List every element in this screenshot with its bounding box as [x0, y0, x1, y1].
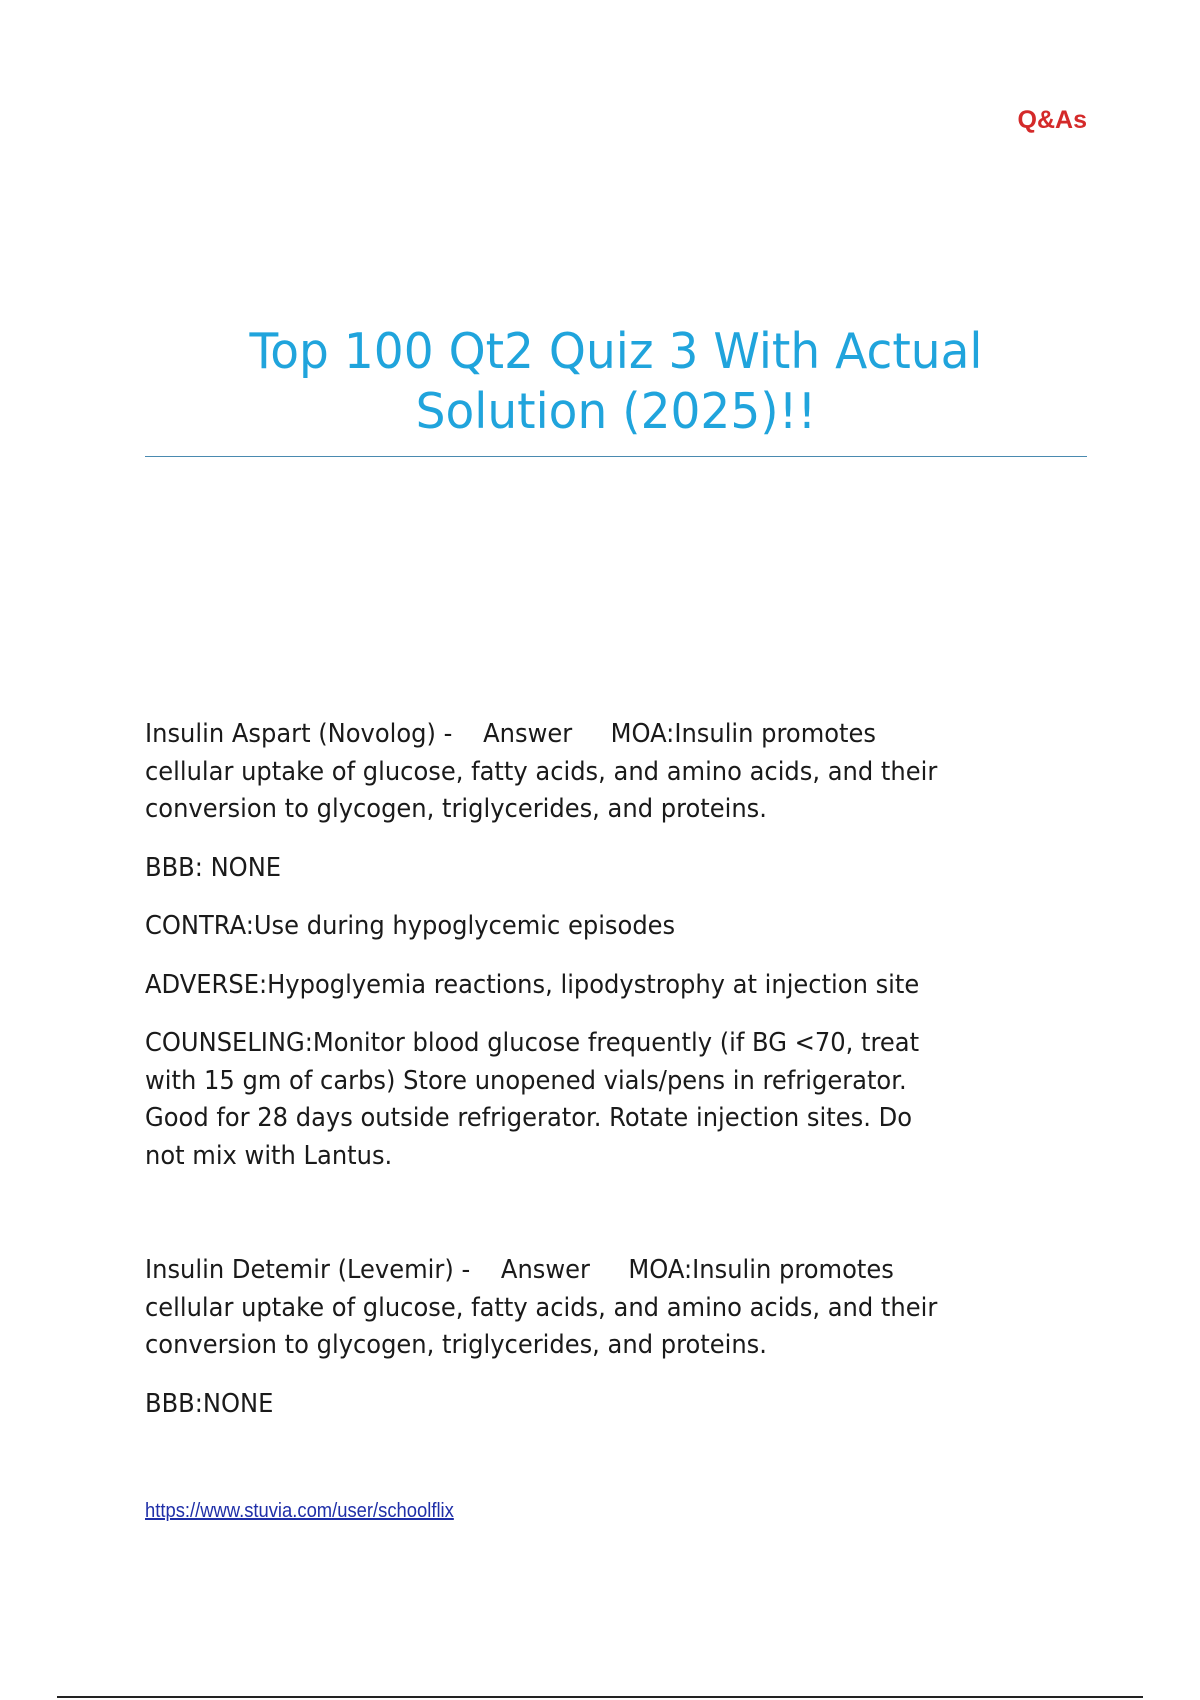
paragraph	[145, 967, 1105, 1005]
paragraph	[145, 850, 1105, 888]
paragraph	[145, 1025, 1105, 1175]
text-line: CONTRA:Use during hypoglycemic episodes	[145, 911, 676, 941]
text-line: conversion to glycogen, triglycerides, and proteins.	[145, 1330, 767, 1360]
paragraph	[145, 1386, 1105, 1424]
text-line: conversion to glycogen, triglycerides, and proteins.	[145, 794, 767, 824]
text-line: not mix with Lantus.	[145, 1140, 393, 1171]
document-body	[145, 716, 1105, 1444]
qa-entry	[145, 716, 1105, 1175]
paragraph	[145, 1252, 1105, 1365]
text-line: Insulin Aspart (Novolog) - Answer MOA:Insulin promotes	[145, 719, 877, 749]
page-title	[145, 322, 1087, 442]
title-divider	[145, 456, 1087, 457]
text-line: Good for 28 days outside refrigerator. Rotate injection sites. Do	[145, 1103, 912, 1133]
text-line: BBB:NONE	[145, 1388, 274, 1419]
text-line: ADVERSE:Hypoglyemia reactions, lipodystrophy at injection site	[145, 969, 920, 1000]
text-line: COUNSELING:Monitor blood glucose frequently (if BG <70, treat	[145, 1028, 920, 1058]
stuvia-user-link[interactable]: https://www.stuvia.com/user/schoolflix	[145, 1500, 454, 1522]
paragraph	[145, 908, 1105, 946]
text-line: BBB: NONE	[145, 852, 282, 883]
title-line: Top 100 Qt2 Quiz 3 With Actual	[249, 323, 983, 380]
text-line: cellular uptake of glucose, fatty acids, and amino acids, and their	[145, 756, 938, 787]
paragraph	[145, 716, 1105, 829]
qas-label: Q&As	[1017, 106, 1087, 134]
text-line: cellular uptake of glucose, fatty acids, and amino acids, and their	[145, 1292, 938, 1323]
text-line: with 15 gm of carbs) Store unopened vials/pens in refrigerator.	[145, 1065, 907, 1096]
title-line: Solution (2025)!!	[415, 383, 817, 440]
qa-entry	[145, 1252, 1105, 1423]
entry-gap	[145, 1196, 1105, 1252]
page-bottom-rule	[57, 1696, 1143, 1698]
text-line: Insulin Detemir (Levemir) - Answer MOA:Insulin promotes	[145, 1255, 894, 1285]
